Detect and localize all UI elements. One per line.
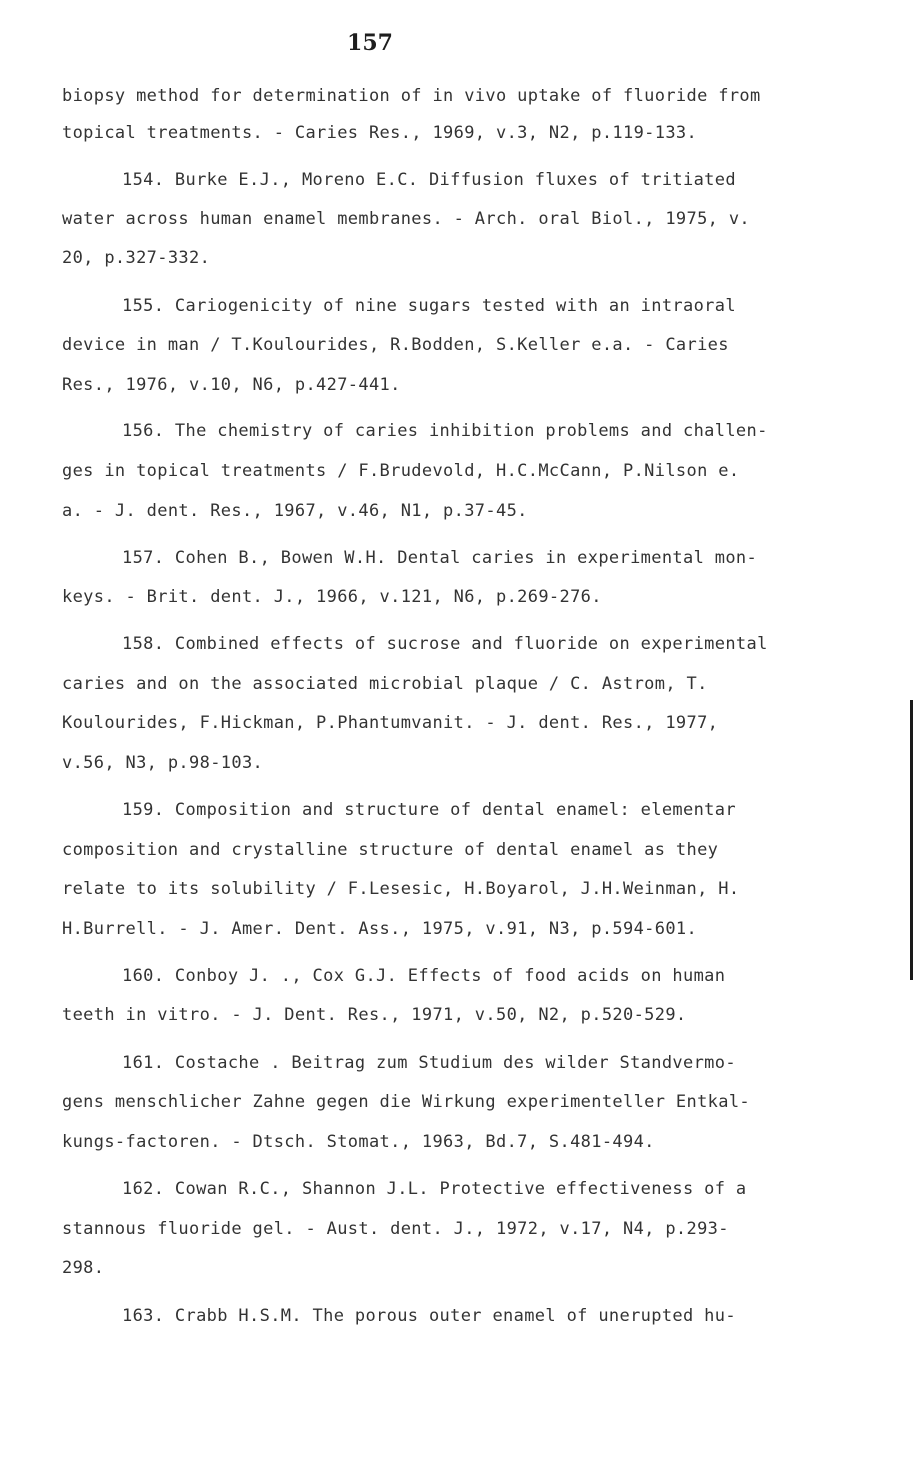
text-line: composition and crystalline structure of dental enamel as they bbox=[62, 840, 719, 860]
reference-155-line: 155. Cariogenicity of nine sugars tested with an intraoral bbox=[122, 296, 736, 316]
text-line: keys. - Brit. dent. J., 1966, v.121, N6, p.269-276. bbox=[62, 587, 602, 607]
text-line: Koulourides, F.Hickman, P.Phantumvanit. - J. dent. Res., 1977, bbox=[62, 713, 719, 733]
reference-163-line: 163. Crabb H.S.M. The porous outer enamel of unerupted hu- bbox=[122, 1306, 736, 1326]
text-line: relate to its solubility / F.Lesesic, H.Boyarol, J.H.Weinman, H. bbox=[62, 879, 740, 899]
text-line: H.Burrell. - J. Amer. Dent. Ass., 1975, v.91, N3, p.594-601. bbox=[62, 919, 698, 939]
reference-160-line: 160. Conboy J. ., Cox G.J. Effects of food acids on human bbox=[122, 966, 726, 986]
text-line: biopsy method for determination of in vivo uptake of fluoride from bbox=[62, 86, 761, 106]
text-line: teeth in vitro. - J. Dent. Res., 1971, v.50, N2, p.520-529. bbox=[62, 1005, 687, 1025]
text-line: a. - J. dent. Res., 1967, v.46, N1, p.37-45. bbox=[62, 501, 528, 521]
page-number: 157 bbox=[347, 30, 393, 56]
reference-158-line: 158. Combined effects of sucrose and fluoride on experimental bbox=[122, 634, 768, 654]
text-line: topical treatments. - Caries Res., 1969, v.3, N2, p.119-133. bbox=[62, 123, 698, 143]
reference-154-line: 154. Burke E.J., Moreno E.C. Diffusion fluxes of tritiated bbox=[122, 170, 736, 190]
text-line: caries and on the associated microbial plaque / C. Astrom, T. bbox=[62, 674, 708, 694]
reference-157-line: 157. Cohen B., Bowen W.H. Dental caries in experimental mon- bbox=[122, 548, 758, 568]
margin-bar bbox=[910, 700, 913, 980]
text-line: ges in topical treatments / F.Brudevold, H.C.McCann, P.Nilson e. bbox=[62, 461, 740, 481]
text-line: water across human enamel membranes. - Arch. oral Biol., 1975, v. bbox=[62, 209, 751, 229]
text-line: v.56, N3, p.98-103. bbox=[62, 753, 264, 773]
reference-156-line: 156. The chemistry of caries inhibition problems and challen- bbox=[122, 421, 768, 441]
text-line: kungs-factoren. - Dtsch. Stomat., 1963, Bd.7, S.481-494. bbox=[62, 1132, 655, 1152]
text-line: stannous fluoride gel. - Aust. dent. J., 1972, v.17, N4, p.293- bbox=[62, 1219, 729, 1239]
text-line: 20, p.327-332. bbox=[62, 248, 211, 268]
text-line: 298. bbox=[62, 1258, 105, 1278]
text-line: device in man / T.Koulourides, R.Bodden, S.Keller e.a. - Caries bbox=[62, 335, 729, 355]
text-line: Res., 1976, v.10, N6, p.427-441. bbox=[62, 375, 401, 395]
reference-161-line: 161. Costache . Beitrag zum Studium des wilder Standvermo- bbox=[122, 1053, 736, 1073]
text-line: gens menschlicher Zahne gegen die Wirkung experimenteller Entkal- bbox=[62, 1092, 751, 1112]
reference-159-line: 159. Composition and structure of dental enamel: elementar bbox=[122, 800, 736, 820]
reference-162-line: 162. Cowan R.C., Shannon J.L. Protective effectiveness of a bbox=[122, 1179, 747, 1199]
